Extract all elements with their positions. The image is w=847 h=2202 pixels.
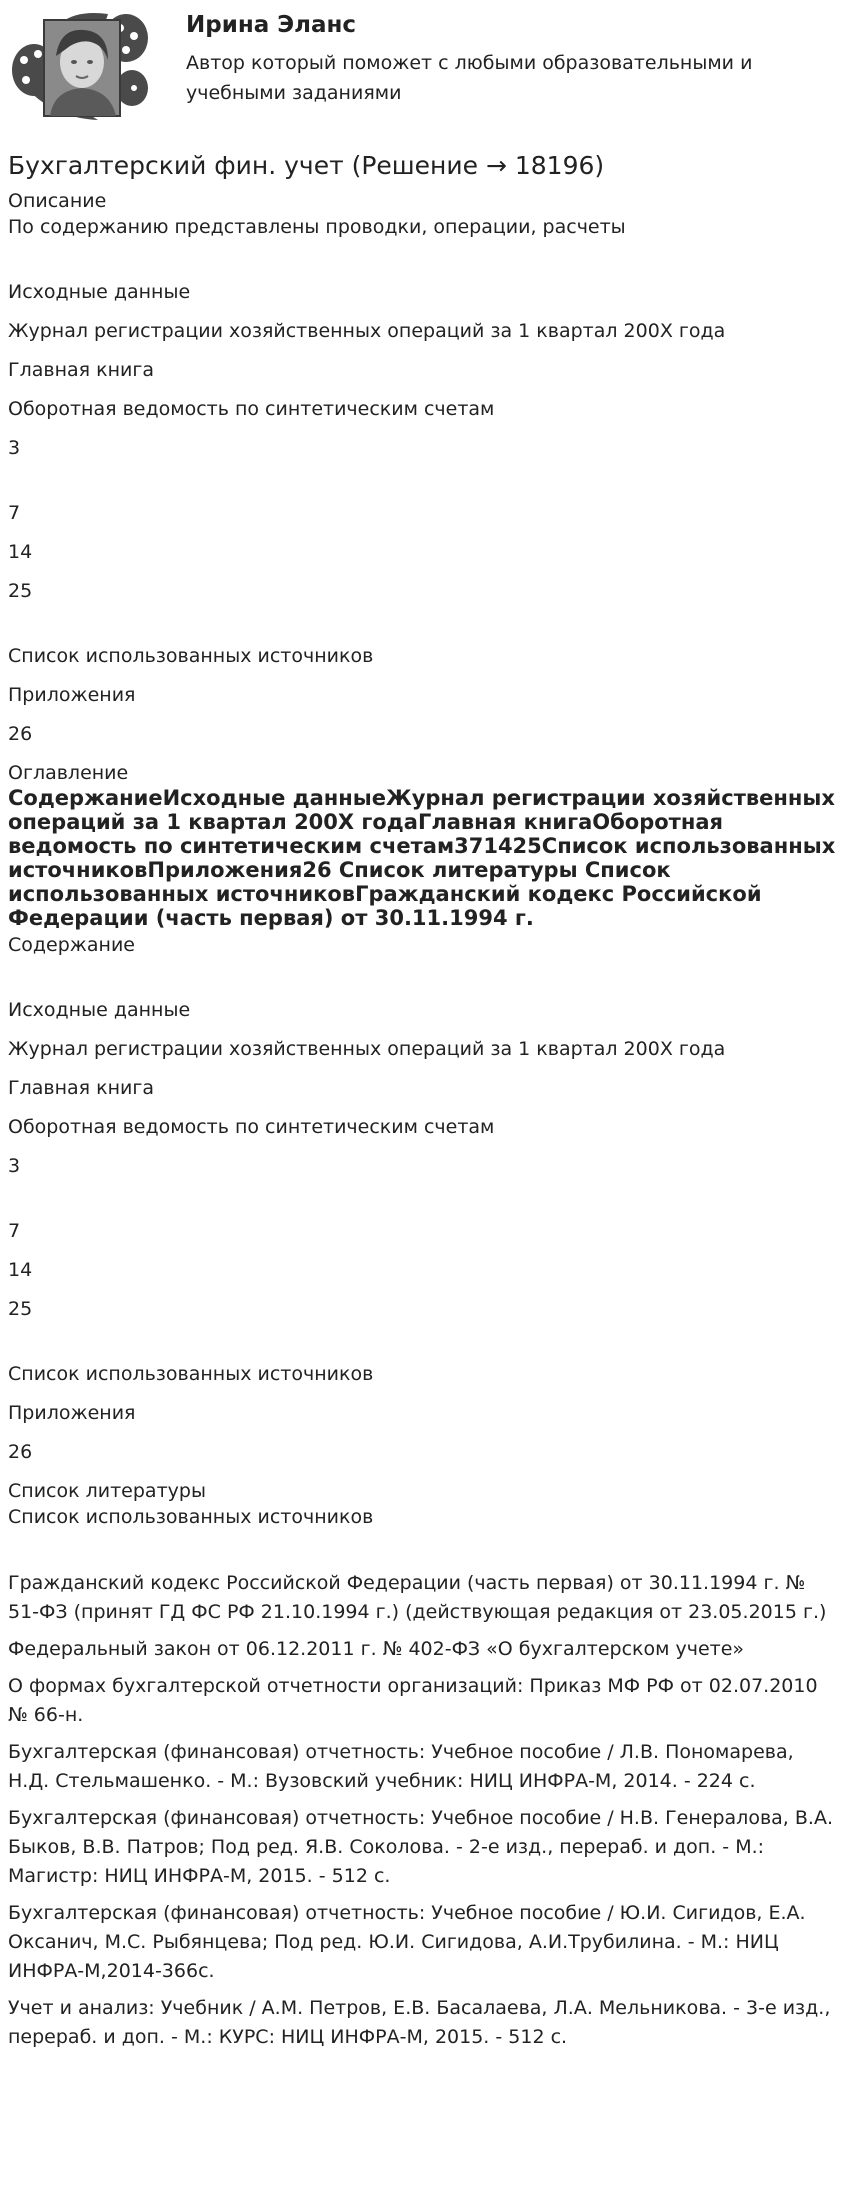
author-header xyxy=(0,0,847,140)
contents-item: 26 xyxy=(8,1441,33,1463)
outline-item: Список использованных источников xyxy=(8,645,374,667)
outline-item: Журнал регистрации хозяйственных операций за 1 квартал 200Х года xyxy=(8,320,726,342)
outline-item: 7 xyxy=(8,502,21,524)
document-content xyxy=(8,148,838,2060)
contents-item: Приложения xyxy=(8,1402,136,1424)
outline-item: Главная книга xyxy=(8,359,154,381)
reference-item: Бухгалтерская (финансовая) отчетность: Учебное пособие / Л.В. Пономарева, Н.Д. Стельмашенко. - М.: Вузовский учебник: НИЦ ИНФРА-М, 2014. - 224 с. xyxy=(8,1741,794,1792)
contents-list xyxy=(8,997,838,1465)
contents-item: Оборотная ведомость по синтетическим счетам xyxy=(8,1116,495,1138)
reference-item: Учет и анализ: Учебник / А.М. Петров, Е.В. Басалаева, Л.А. Мельникова. - 3-е изд., перераб. и доп. - М.: КУРС: НИЦ ИНФРА-М, 2015. - 512 с. xyxy=(8,1997,831,2048)
references-list xyxy=(8,1569,838,2052)
contents-item: Журнал регистрации хозяйственных операций за 1 квартал 200Х года xyxy=(8,1038,726,1060)
author-name[interactable]: Ирина Эланс xyxy=(186,12,357,38)
reference-item: Бухгалтерская (финансовая) отчетность: Учебное пособие / Н.В. Генералова, В.А. Быков, В.В. Патров; Под ред. Я.В. Соколова. - 2-е изд., перераб. и доп. - М.: Магистр: НИЦ ИНФРА-М, 2015. - 512 с. xyxy=(8,1807,833,1887)
author-description: Автор который поможет с любыми образовательными и учебными заданиями xyxy=(186,52,753,104)
reference-item: Федеральный закон от 06.12.2011 г. № 402-ФЗ «О бухгалтерском учете» xyxy=(8,1638,745,1660)
contents-item: Исходные данные xyxy=(8,999,191,1021)
contents-item: 3 xyxy=(8,1155,21,1177)
contents-item: 25 xyxy=(8,1298,33,1320)
contents-item: 14 xyxy=(8,1259,33,1281)
author-avatar xyxy=(8,8,150,126)
toc-label: Оглавление xyxy=(8,762,129,784)
outline-item: Исходные данные xyxy=(8,281,191,303)
outline-item: 14 xyxy=(8,541,33,563)
outline-item: 3 xyxy=(8,437,21,459)
outline-list xyxy=(8,279,838,747)
toc-text: СодержаниеИсходные данныеЖурнал регистрации хозяйственных операций за 1 квартал 200Х годаГлавная книгаОборотная ведомость по синтетическим счетам371425Список использованных источниковПриложения26 Список литературы Список использованных источниковГражданский кодекс Российской Федерации (часть первая) от 30.11.1994 г. xyxy=(8,786,836,930)
document-title: Бухгалтерский фин. учет (Решение → 18196) xyxy=(8,151,605,180)
contents-item: Список использованных источников xyxy=(8,1363,374,1385)
outline-item: Оборотная ведомость по синтетическим счетам xyxy=(8,398,495,420)
description-label: Описание xyxy=(8,190,107,212)
contents-item: Главная книга xyxy=(8,1077,154,1099)
outline-item: 25 xyxy=(8,580,33,602)
reference-item: Бухгалтерская (финансовая) отчетность: Учебное пособие / Ю.И. Сигидов, Е.А. Оксанич, М.С. Рыбянцева; Под ред. Ю.И. Сигидова, А.И.Трубилина. - М.: НИЦ ИНФРА-М,2014-366с. xyxy=(8,1902,806,1982)
literature-subtitle: Список использованных источников xyxy=(8,1506,374,1528)
literature-label: Список литературы xyxy=(8,1480,206,1502)
contents-item: 7 xyxy=(8,1220,21,1242)
outline-item: 26 xyxy=(8,723,33,745)
contents-label: Содержание xyxy=(8,934,135,956)
description-text: По содержанию представлены проводки, операции, расчеты xyxy=(8,216,626,238)
outline-item: Приложения xyxy=(8,684,136,706)
reference-item: Гражданский кодекс Российской Федерации (часть первая) от 30.11.1994 г. № 51-ФЗ (принят ГД ФС РФ 21.10.1994 г.) (действующая редакция от 23.05.2015 г.) xyxy=(8,1572,827,1623)
reference-item: О формах бухгалтерской отчетности организаций: Приказ МФ РФ от 02.07.2010 № 66-н. xyxy=(8,1675,818,1726)
